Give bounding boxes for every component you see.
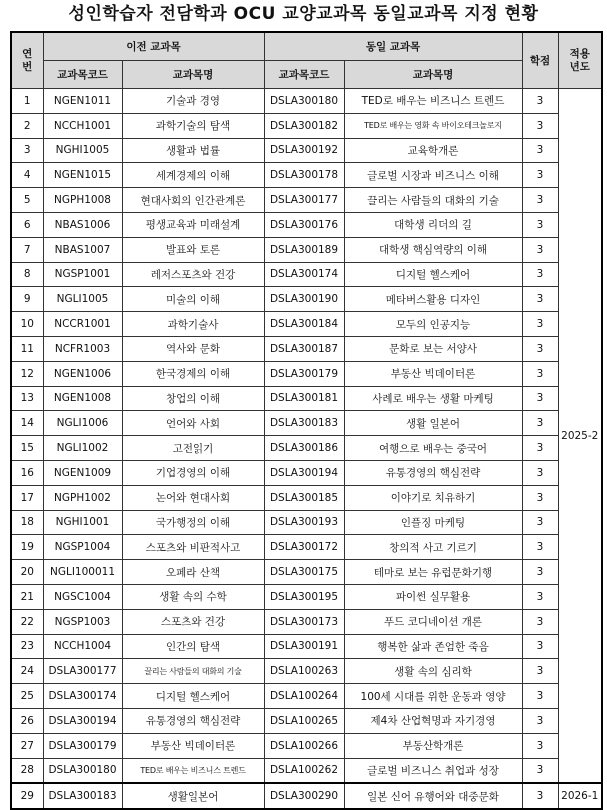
- credit-value: 3: [522, 188, 558, 213]
- credit-value: 3: [522, 138, 558, 163]
- prev-course-code: NBAS1006: [43, 212, 122, 237]
- row-number: 20: [11, 560, 43, 585]
- table-row: [11, 237, 602, 262]
- same-course-code: DSLA300178: [264, 163, 344, 188]
- prev-course-code: NGSP1003: [43, 609, 122, 634]
- same-course-code: DSLA300176: [264, 212, 344, 237]
- credit-value: 3: [522, 113, 558, 138]
- credit-value: 3: [522, 411, 558, 436]
- prev-course-name: 스포츠와 건강: [122, 609, 264, 634]
- table-row: [11, 634, 602, 659]
- row-number: 18: [11, 510, 43, 535]
- same-course-code: DSLA300174: [264, 262, 344, 287]
- same-course-code: DSLA300192: [264, 138, 344, 163]
- same-course-name: 글로벌 비즈니스 취업과 성장: [344, 758, 522, 783]
- credit-value: 3: [522, 510, 558, 535]
- row-number: 14: [11, 411, 43, 436]
- credit-value: 3: [522, 361, 558, 386]
- credit-value: 3: [522, 535, 558, 560]
- prev-course-code: NGSP1001: [43, 262, 122, 287]
- prev-course-name: TED로 배우는 비즈니스 트렌드: [122, 758, 264, 783]
- table-row: [11, 262, 602, 287]
- prev-course-code: DSLA300194: [43, 708, 122, 733]
- same-course-name: 끌리는 사람들의 대화의 기술: [344, 188, 522, 213]
- same-course-code: DSLA300189: [264, 237, 344, 262]
- prev-course-name: 생활과 법률: [122, 138, 264, 163]
- same-course-code: DSLA300177: [264, 188, 344, 213]
- table-row: [11, 485, 602, 510]
- row-number: 4: [11, 163, 43, 188]
- same-course-name: 이야기로 치유하기: [344, 485, 522, 510]
- header-prev-code: 교과목코드: [43, 61, 122, 89]
- row-number: 15: [11, 436, 43, 461]
- prev-course-code: NGEN1006: [43, 361, 122, 386]
- apply-year-group2: 2026-1: [558, 783, 602, 809]
- same-course-name: 디지털 헬스케어: [344, 262, 522, 287]
- same-course-name: 제4차 산업혁명과 자기경영: [344, 708, 522, 733]
- same-course-name: 파이썬 실무활용: [344, 584, 522, 609]
- credit-value: 3: [522, 287, 558, 312]
- prev-course-code: NGLI100011: [43, 560, 122, 585]
- same-course-code: DSLA300172: [264, 535, 344, 560]
- row-number: 7: [11, 237, 43, 262]
- same-course-name: 부동산 빅데이터론: [344, 361, 522, 386]
- prev-course-name: 오페라 산책: [122, 560, 264, 585]
- prev-course-name: 레저스포츠와 건강: [122, 262, 264, 287]
- row-number: 3: [11, 138, 43, 163]
- same-course-code: DSLA300191: [264, 634, 344, 659]
- same-course-name: TED로 배우는 영화 속 바이오테크놀로지: [344, 113, 522, 138]
- same-course-code: DSLA300179: [264, 361, 344, 386]
- row-number: 26: [11, 708, 43, 733]
- same-course-code: DSLA100266: [264, 733, 344, 758]
- same-course-name: 생활 일본어: [344, 411, 522, 436]
- same-course-name: 대학생 핵심역량의 이해: [344, 237, 522, 262]
- table-row: [11, 584, 602, 609]
- prev-course-name: 디지털 헬스케어: [122, 684, 264, 709]
- credit-value: 3: [522, 212, 558, 237]
- row-number: 22: [11, 609, 43, 634]
- row-number: 25: [11, 684, 43, 709]
- prev-course-code: NGEN1008: [43, 386, 122, 411]
- credit-value: 3: [522, 262, 558, 287]
- prev-course-code: NGEN1011: [43, 89, 122, 114]
- prev-course-name: 국가행정의 이해: [122, 510, 264, 535]
- same-course-name: 일본 신어 유행어와 대중문화: [344, 783, 522, 809]
- row-number: 11: [11, 336, 43, 361]
- row-number: 28: [11, 758, 43, 783]
- prev-course-code: DSLA300180: [43, 758, 122, 783]
- same-course-code: DSLA300194: [264, 460, 344, 485]
- table-row: [11, 659, 602, 684]
- prev-course-code: NGEN1009: [43, 460, 122, 485]
- same-course-code: DSLA300193: [264, 510, 344, 535]
- same-course-name: 교육학개론: [344, 138, 522, 163]
- credit-value: 3: [522, 336, 558, 361]
- row-number: 19: [11, 535, 43, 560]
- prev-course-name: 유통경영의 핵심전략: [122, 708, 264, 733]
- row-number: 6: [11, 212, 43, 237]
- same-course-code: DSLA300190: [264, 287, 344, 312]
- table-body: [11, 89, 602, 810]
- table-row: [11, 138, 602, 163]
- row-number: 2: [11, 113, 43, 138]
- same-course-code: DSLA300195: [264, 584, 344, 609]
- table-row: [11, 336, 602, 361]
- prev-course-name: 과학기술사: [122, 312, 264, 337]
- same-course-name: 유통경영의 핵심전략: [344, 460, 522, 485]
- header-no: 연번: [11, 32, 43, 89]
- header-same-name: 교과목명: [344, 61, 522, 89]
- credit-value: 3: [522, 237, 558, 262]
- credit-value: 3: [522, 584, 558, 609]
- prev-course-name: 고전읽기: [122, 436, 264, 461]
- same-course-name: 문화로 보는 서양사: [344, 336, 522, 361]
- same-course-name: 글로벌 시장과 비즈니스 이해: [344, 163, 522, 188]
- credit-value: 3: [522, 89, 558, 114]
- row-number: 21: [11, 584, 43, 609]
- table-row: [11, 560, 602, 585]
- table-row: [11, 733, 602, 758]
- table-row: [11, 783, 602, 809]
- row-number: 13: [11, 386, 43, 411]
- prev-course-code: NGHI1005: [43, 138, 122, 163]
- prev-course-name: 세계경제의 이해: [122, 163, 264, 188]
- prev-course-code: DSLA300179: [43, 733, 122, 758]
- row-number: 24: [11, 659, 43, 684]
- prev-course-code: NGSP1004: [43, 535, 122, 560]
- credit-value: 3: [522, 634, 558, 659]
- row-number: 16: [11, 460, 43, 485]
- prev-course-code: DSLA300183: [43, 783, 122, 809]
- row-number: 23: [11, 634, 43, 659]
- table-row: [11, 460, 602, 485]
- prev-course-code: NGPH1008: [43, 188, 122, 213]
- same-course-code: DSLA100263: [264, 659, 344, 684]
- same-course-name: 창의적 사고 기르기: [344, 535, 522, 560]
- credit-value: 3: [522, 733, 558, 758]
- prev-course-code: NGLI1005: [43, 287, 122, 312]
- same-course-name: 100세 시대를 위한 운동과 영양: [344, 684, 522, 709]
- prev-course-code: DSLA300174: [43, 684, 122, 709]
- prev-course-code: NGLI1002: [43, 436, 122, 461]
- table-row: [11, 212, 602, 237]
- same-course-name: 생활 속의 심리학: [344, 659, 522, 684]
- same-course-code: DSLA300184: [264, 312, 344, 337]
- credit-value: 3: [522, 436, 558, 461]
- row-number: 12: [11, 361, 43, 386]
- course-table: [10, 31, 603, 810]
- prev-course-name: 생활일본어: [122, 783, 264, 809]
- prev-course-name: 인간의 탐색: [122, 634, 264, 659]
- table-row: [11, 708, 602, 733]
- same-course-name: 사례로 배우는 생활 마케팅: [344, 386, 522, 411]
- same-course-code: DSLA300175: [264, 560, 344, 585]
- same-course-name: 대학생 리더의 길: [344, 212, 522, 237]
- same-course-code: DSLA300173: [264, 609, 344, 634]
- prev-course-code: NGPH1002: [43, 485, 122, 510]
- header-prev-name: 교과목명: [122, 61, 264, 89]
- table-row: [11, 287, 602, 312]
- same-course-code: DSLA300182: [264, 113, 344, 138]
- table-row: [11, 113, 602, 138]
- credit-value: 3: [522, 684, 558, 709]
- prev-course-code: NGEN1015: [43, 163, 122, 188]
- row-number: 10: [11, 312, 43, 337]
- credit-value: 3: [522, 609, 558, 634]
- prev-course-name: 평생교육과 미래설계: [122, 212, 264, 237]
- credit-value: 3: [522, 460, 558, 485]
- header-same-code: 교과목코드: [264, 61, 344, 89]
- prev-course-name: 미술의 이해: [122, 287, 264, 312]
- same-course-code: DSLA100262: [264, 758, 344, 783]
- row-number: 1: [11, 89, 43, 114]
- table-row: [11, 188, 602, 213]
- same-course-code: DSLA300185: [264, 485, 344, 510]
- credit-value: 3: [522, 312, 558, 337]
- credit-value: 3: [522, 163, 558, 188]
- prev-course-name: 과학기술의 탐색: [122, 113, 264, 138]
- header-prev-group: 이전 교과목: [43, 32, 264, 61]
- row-number: 27: [11, 733, 43, 758]
- same-course-code: DSLA100264: [264, 684, 344, 709]
- prev-course-code: NGLI1006: [43, 411, 122, 436]
- prev-course-name: 기술과 경영: [122, 89, 264, 114]
- prev-course-code: NGSC1004: [43, 584, 122, 609]
- same-course-name: 행복한 삶과 존엄한 죽음: [344, 634, 522, 659]
- row-number: 29: [11, 783, 43, 809]
- prev-course-name: 역사와 문화: [122, 336, 264, 361]
- same-course-name: 테마로 보는 유럽문화기행: [344, 560, 522, 585]
- prev-course-code: NCCH1004: [43, 634, 122, 659]
- table-row: [11, 361, 602, 386]
- credit-value: 3: [522, 386, 558, 411]
- table-row: [11, 312, 602, 337]
- credit-value: 3: [522, 560, 558, 585]
- header-year: 적용년도: [558, 32, 602, 89]
- same-course-code: DSLA300186: [264, 436, 344, 461]
- prev-course-name: 발표와 토론: [122, 237, 264, 262]
- header-credit: 학점: [522, 32, 558, 89]
- same-course-code: DSLA300183: [264, 411, 344, 436]
- same-course-code: DSLA100265: [264, 708, 344, 733]
- prev-course-name: 기업경영의 이해: [122, 460, 264, 485]
- prev-course-name: 논어와 현대사회: [122, 485, 264, 510]
- table-row: [11, 758, 602, 783]
- same-course-code: DSLA300187: [264, 336, 344, 361]
- same-course-code: DSLA300180: [264, 89, 344, 114]
- prev-course-name: 한국경제의 이해: [122, 361, 264, 386]
- row-number: 8: [11, 262, 43, 287]
- table-row: [11, 535, 602, 560]
- table-row: [11, 684, 602, 709]
- same-course-name: 푸드 코디네이션 개론: [344, 609, 522, 634]
- same-course-code: DSLA300181: [264, 386, 344, 411]
- prev-course-name: 현대사회의 인간관계론: [122, 188, 264, 213]
- credit-value: 3: [522, 783, 558, 809]
- prev-course-code: NGHI1001: [43, 510, 122, 535]
- table-row: [11, 609, 602, 634]
- same-course-name: 메타버스활용 디자인: [344, 287, 522, 312]
- prev-course-name: 창업의 이해: [122, 386, 264, 411]
- credit-value: 3: [522, 758, 558, 783]
- credit-value: 3: [522, 485, 558, 510]
- prev-course-name: 언어와 사회: [122, 411, 264, 436]
- row-number: 5: [11, 188, 43, 213]
- same-course-code: DSLA300290: [264, 783, 344, 809]
- prev-course-code: DSLA300177: [43, 659, 122, 684]
- prev-course-name: 부동산 빅데이터론: [122, 733, 264, 758]
- prev-course-code: NBAS1007: [43, 237, 122, 262]
- credit-value: 3: [522, 708, 558, 733]
- prev-course-name: 끌리는 사람들의 대화의 기술: [122, 659, 264, 684]
- table-row: [11, 411, 602, 436]
- prev-course-name: 스포츠와 비판적사고: [122, 535, 264, 560]
- apply-year-group1: 2025-2: [558, 89, 602, 784]
- header-same-group: 동일 교과목: [264, 32, 522, 61]
- table-row: [11, 89, 602, 114]
- same-course-name: 인플징 마케팅: [344, 510, 522, 535]
- same-course-name: 부동산학개론: [344, 733, 522, 758]
- row-number: 17: [11, 485, 43, 510]
- table-row: [11, 163, 602, 188]
- row-number: 9: [11, 287, 43, 312]
- same-course-name: TED로 배우는 비즈니스 트렌드: [344, 89, 522, 114]
- prev-course-code: NCFR1003: [43, 336, 122, 361]
- credit-value: 3: [522, 659, 558, 684]
- table-row: [11, 436, 602, 461]
- same-course-name: 여행으로 배우는 중국어: [344, 436, 522, 461]
- prev-course-code: NCCR1001: [43, 312, 122, 337]
- table-row: [11, 386, 602, 411]
- page-title: 성인학습자 전담학과 OCU 교양교과목 동일교과목 지정 현황: [68, 4, 539, 24]
- prev-course-code: NCCH1001: [43, 113, 122, 138]
- same-course-name: 모두의 인공지능: [344, 312, 522, 337]
- prev-course-name: 생활 속의 수학: [122, 584, 264, 609]
- table-row: [11, 510, 602, 535]
